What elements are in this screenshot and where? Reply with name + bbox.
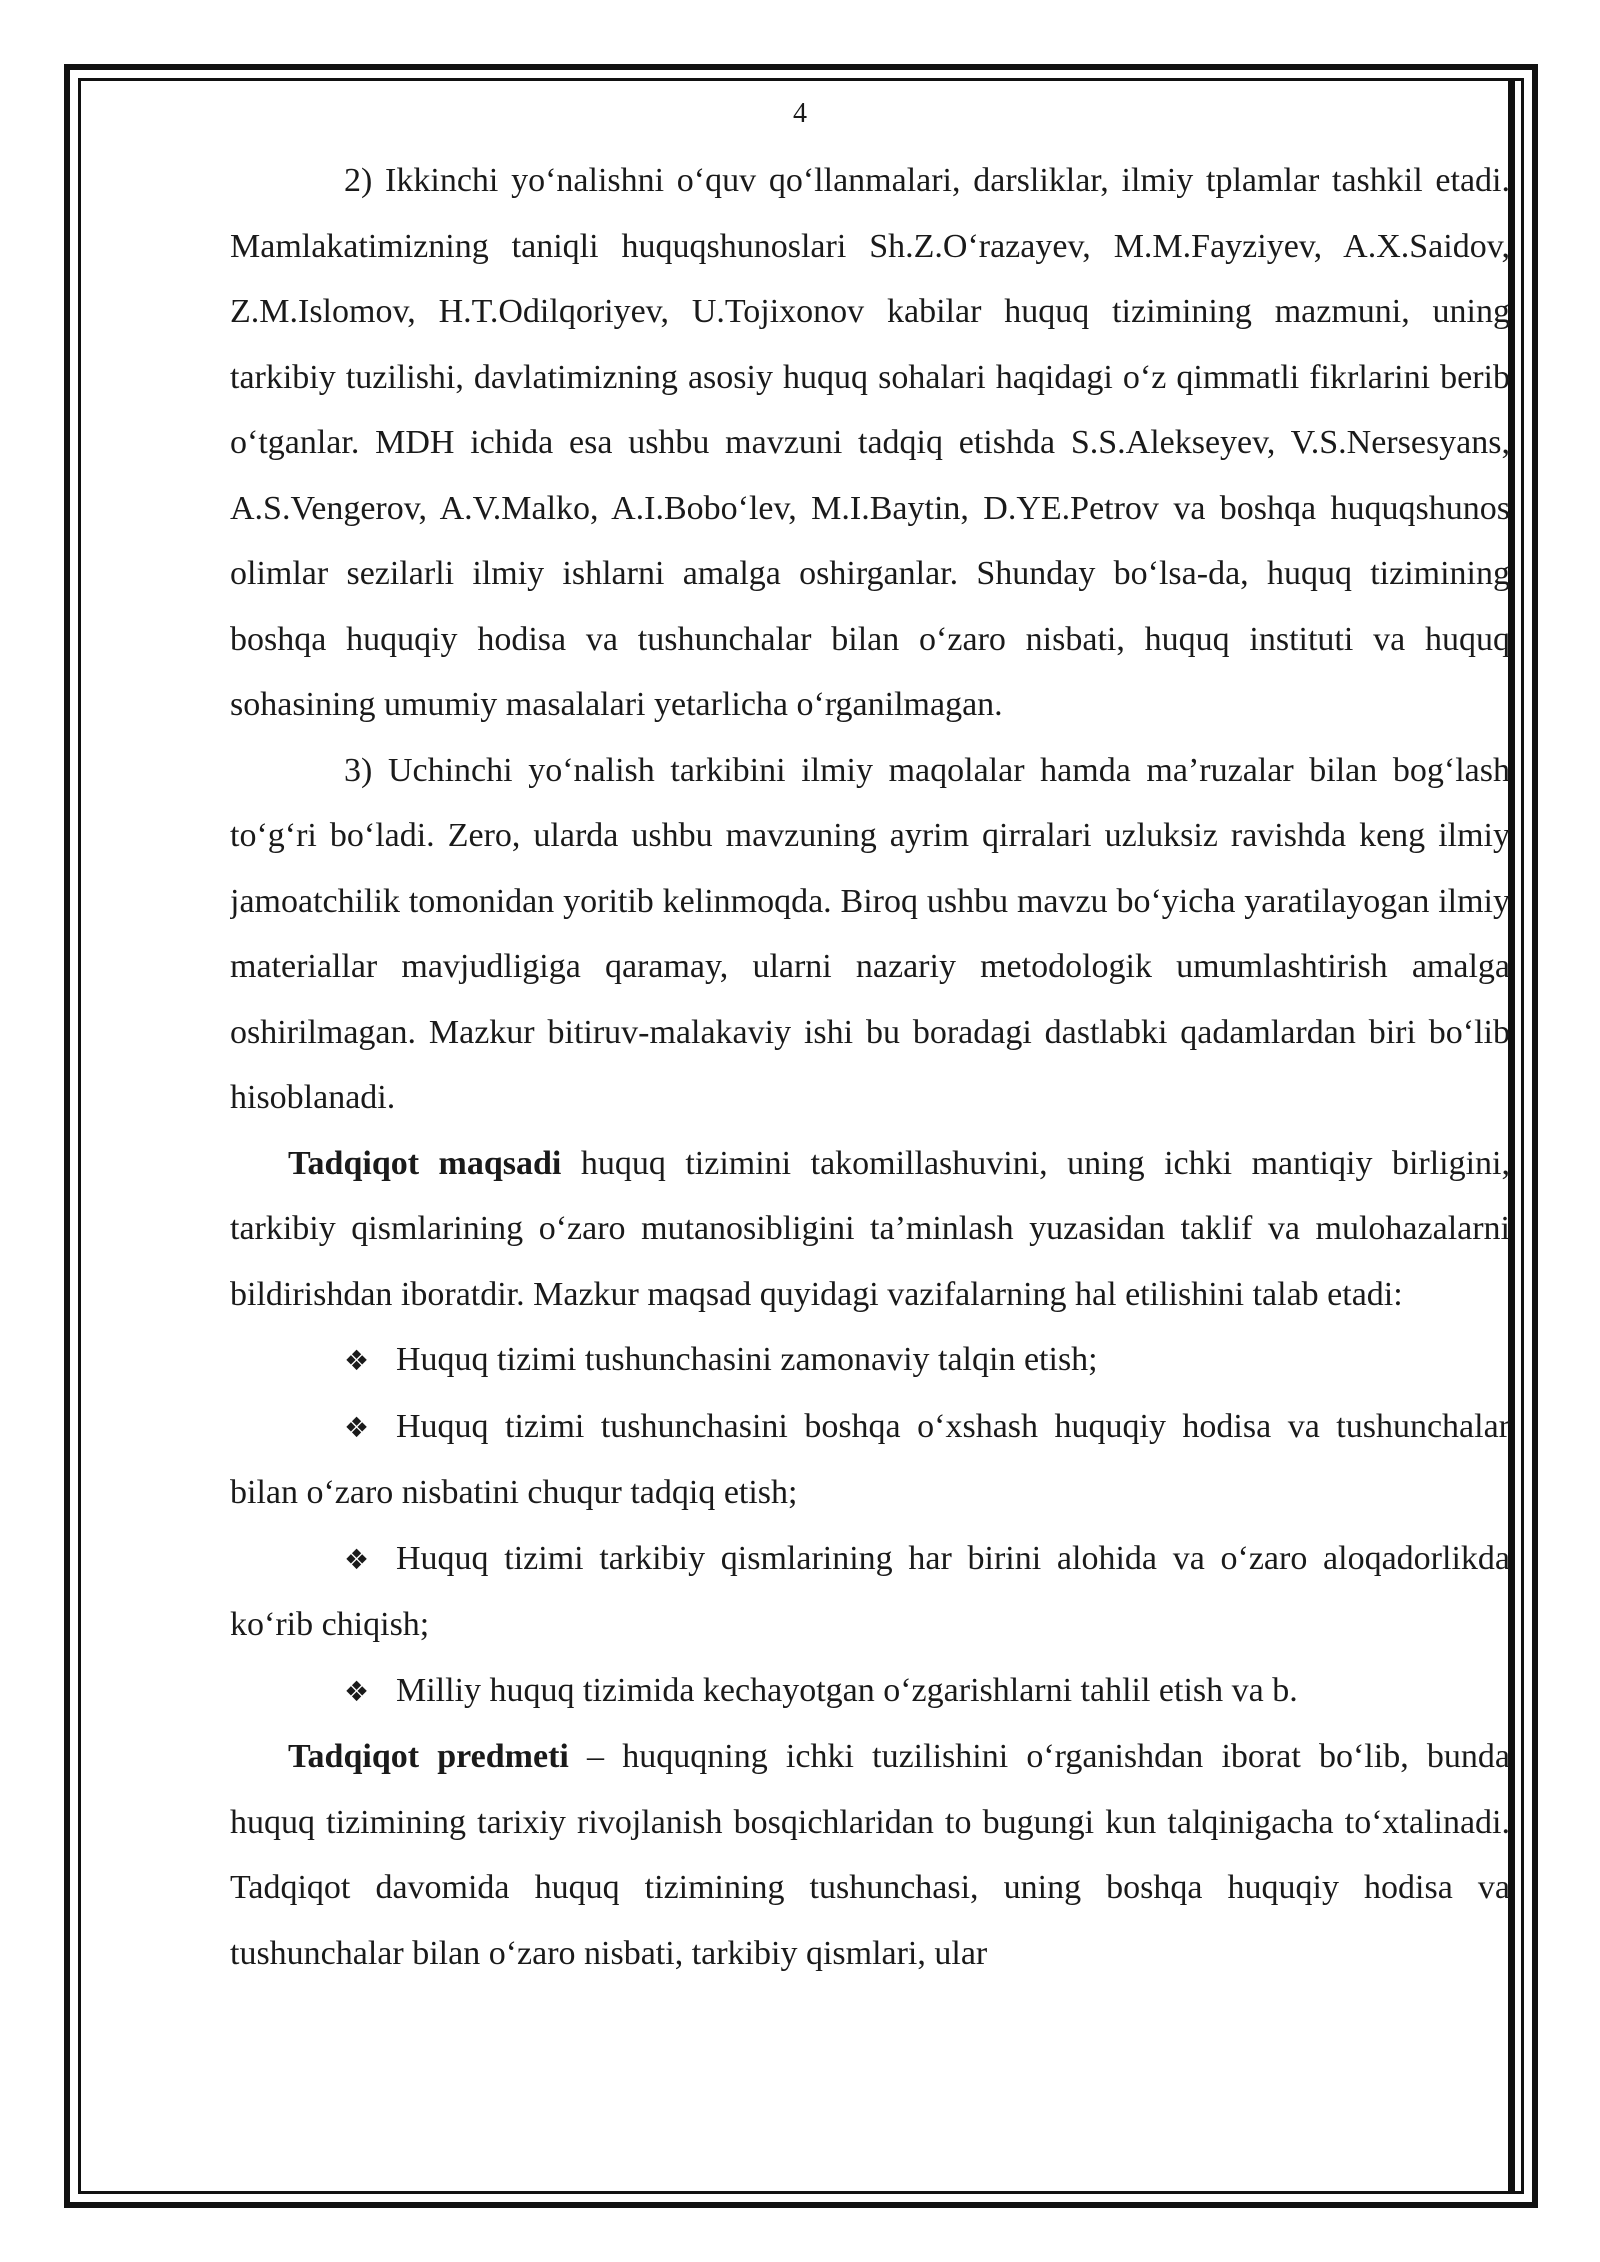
paragraph-research-subject bbox=[230, 1724, 1510, 1986]
research-goal-heading: Tadqiqot maqsadi bbox=[288, 1144, 562, 1182]
list-item-text: Huquq tizimi tarkibiy qismlarining har birini alohida va o‘zaro aloqadorlikda ko‘rib chiqish; bbox=[230, 1539, 1510, 1643]
paragraph-second-direction: 2) Ikkinchi yo‘nalishni o‘quv qo‘llanmalari, darsliklar, ilmiy tplamlar tashkil etadi. Mamlakatimizning taniqli huquqshunoslari Sh.Z.O‘razayev, M.M.Fayziyev, A.X.Saidov, Z.M.Islomov, H.T.Odilqoriyev, U.Tojixonov kabilar huquq tizimining mazmuni, uning tarkibiy tuzilishi, davlatimizning asosiy huquq sohalari haqidagi o‘z qimmatli fikrlarini berib o‘tganlar. MDH ichida esa ushbu mavzuni tadqiq etishda S.S.Alekseyev, V.S.Nersesyans, A.S.Vengerov, A.V.Malko, A.I.Bobo‘lev, M.I.Baytin, D.YE.Petrov va boshqa huquqshunos olimlar sezilarli ilmiy ishlarni amalga oshirganlar. Shunday bo‘lsa-da, huquq tizimining boshqa huquqiy hodisa va tushunchalar bilan o‘zaro nisbati, huquq instituti va huquq sohasining umumiy masalalari yetarlicha o‘rganilmagan. bbox=[230, 162, 1510, 723]
page-number: 4 bbox=[793, 98, 807, 129]
diamond-bullet-icon: ❖ bbox=[344, 1344, 370, 1377]
diamond-bullet-icon: ❖ bbox=[344, 1542, 370, 1576]
paragraph-third-direction: 3) Uchinchi yo‘nalish tarkibini ilmiy maqolalar hamda ma’ruzalar bilan bog‘lash to‘g‘ri bo‘ladi. Zero, ularda ushbu mavzuning ayrim qirralari uzluksiz ravishda keng ilmiy jamoatchilik tomonidan yoritib kelinmoqda. Biroq ushbu mavzu bo‘yicha yaratilayogan ilmiy materiallar mavjudligiga qaramay, ularni nazariy metodologik umumlashtirish amalga oshirilmagan. Mazkur bitiruv-malakaviy ishi bu boradagi dastlabki qadamlardan biri bo‘lib hisoblanadi. bbox=[230, 751, 1510, 1116]
diamond-bullet-icon: ❖ bbox=[344, 1674, 370, 1708]
list-item-text: Huquq tizimi tushunchasini boshqa o‘xshash huquqiy hodisa va tushunchalar bilan o‘zaro nisbatini chuqur tadqiq etish; bbox=[230, 1407, 1510, 1511]
research-subject-text: – huquqning ichki tuzilishini o‘rganishdan iborat bo‘lib, bunda huquq tizimining tarixiy rivojlanish bosqichlaridan to bugungi kun talqinigacha to‘xtalinadi. Tadqiqot davomida huquq tizimining tushunchasi, uning boshqa huquqiy hodisa va tushunchalar bilan o‘zaro nisbati, tarkibiy qismlari, ular bbox=[230, 1738, 1510, 1972]
research-goal-text: huquq tizimini takomillashuvini, uning ichki mantiqiy birligini, tarkibiy qismlarining o‘zaro mutanosibligini ta’minlash yuzasidan taklif va mulohazalarni bildirishdan iboratdir. Mazkur maqsad quyidagi vazifalarning hal etilishini talab etadi: bbox=[230, 1144, 1510, 1313]
list-item bbox=[230, 1658, 1510, 1725]
list-item bbox=[230, 1526, 1510, 1658]
research-subject-heading: Tadqiqot predmeti bbox=[288, 1738, 569, 1775]
list-item bbox=[230, 1394, 1510, 1526]
list-item-text: Milliy huquq tizimida kechayotgan o‘zgarishlarni tahlil etish va b. bbox=[396, 1671, 1298, 1709]
diamond-bullet-icon: ❖ bbox=[344, 1410, 370, 1444]
document-body bbox=[230, 148, 1510, 1986]
list-item bbox=[230, 1327, 1510, 1394]
paragraph-research-goal bbox=[230, 1131, 1510, 1328]
list-item-text: Huquq tizimi tushunchasini zamonaviy talqin etish; bbox=[396, 1341, 1098, 1378]
